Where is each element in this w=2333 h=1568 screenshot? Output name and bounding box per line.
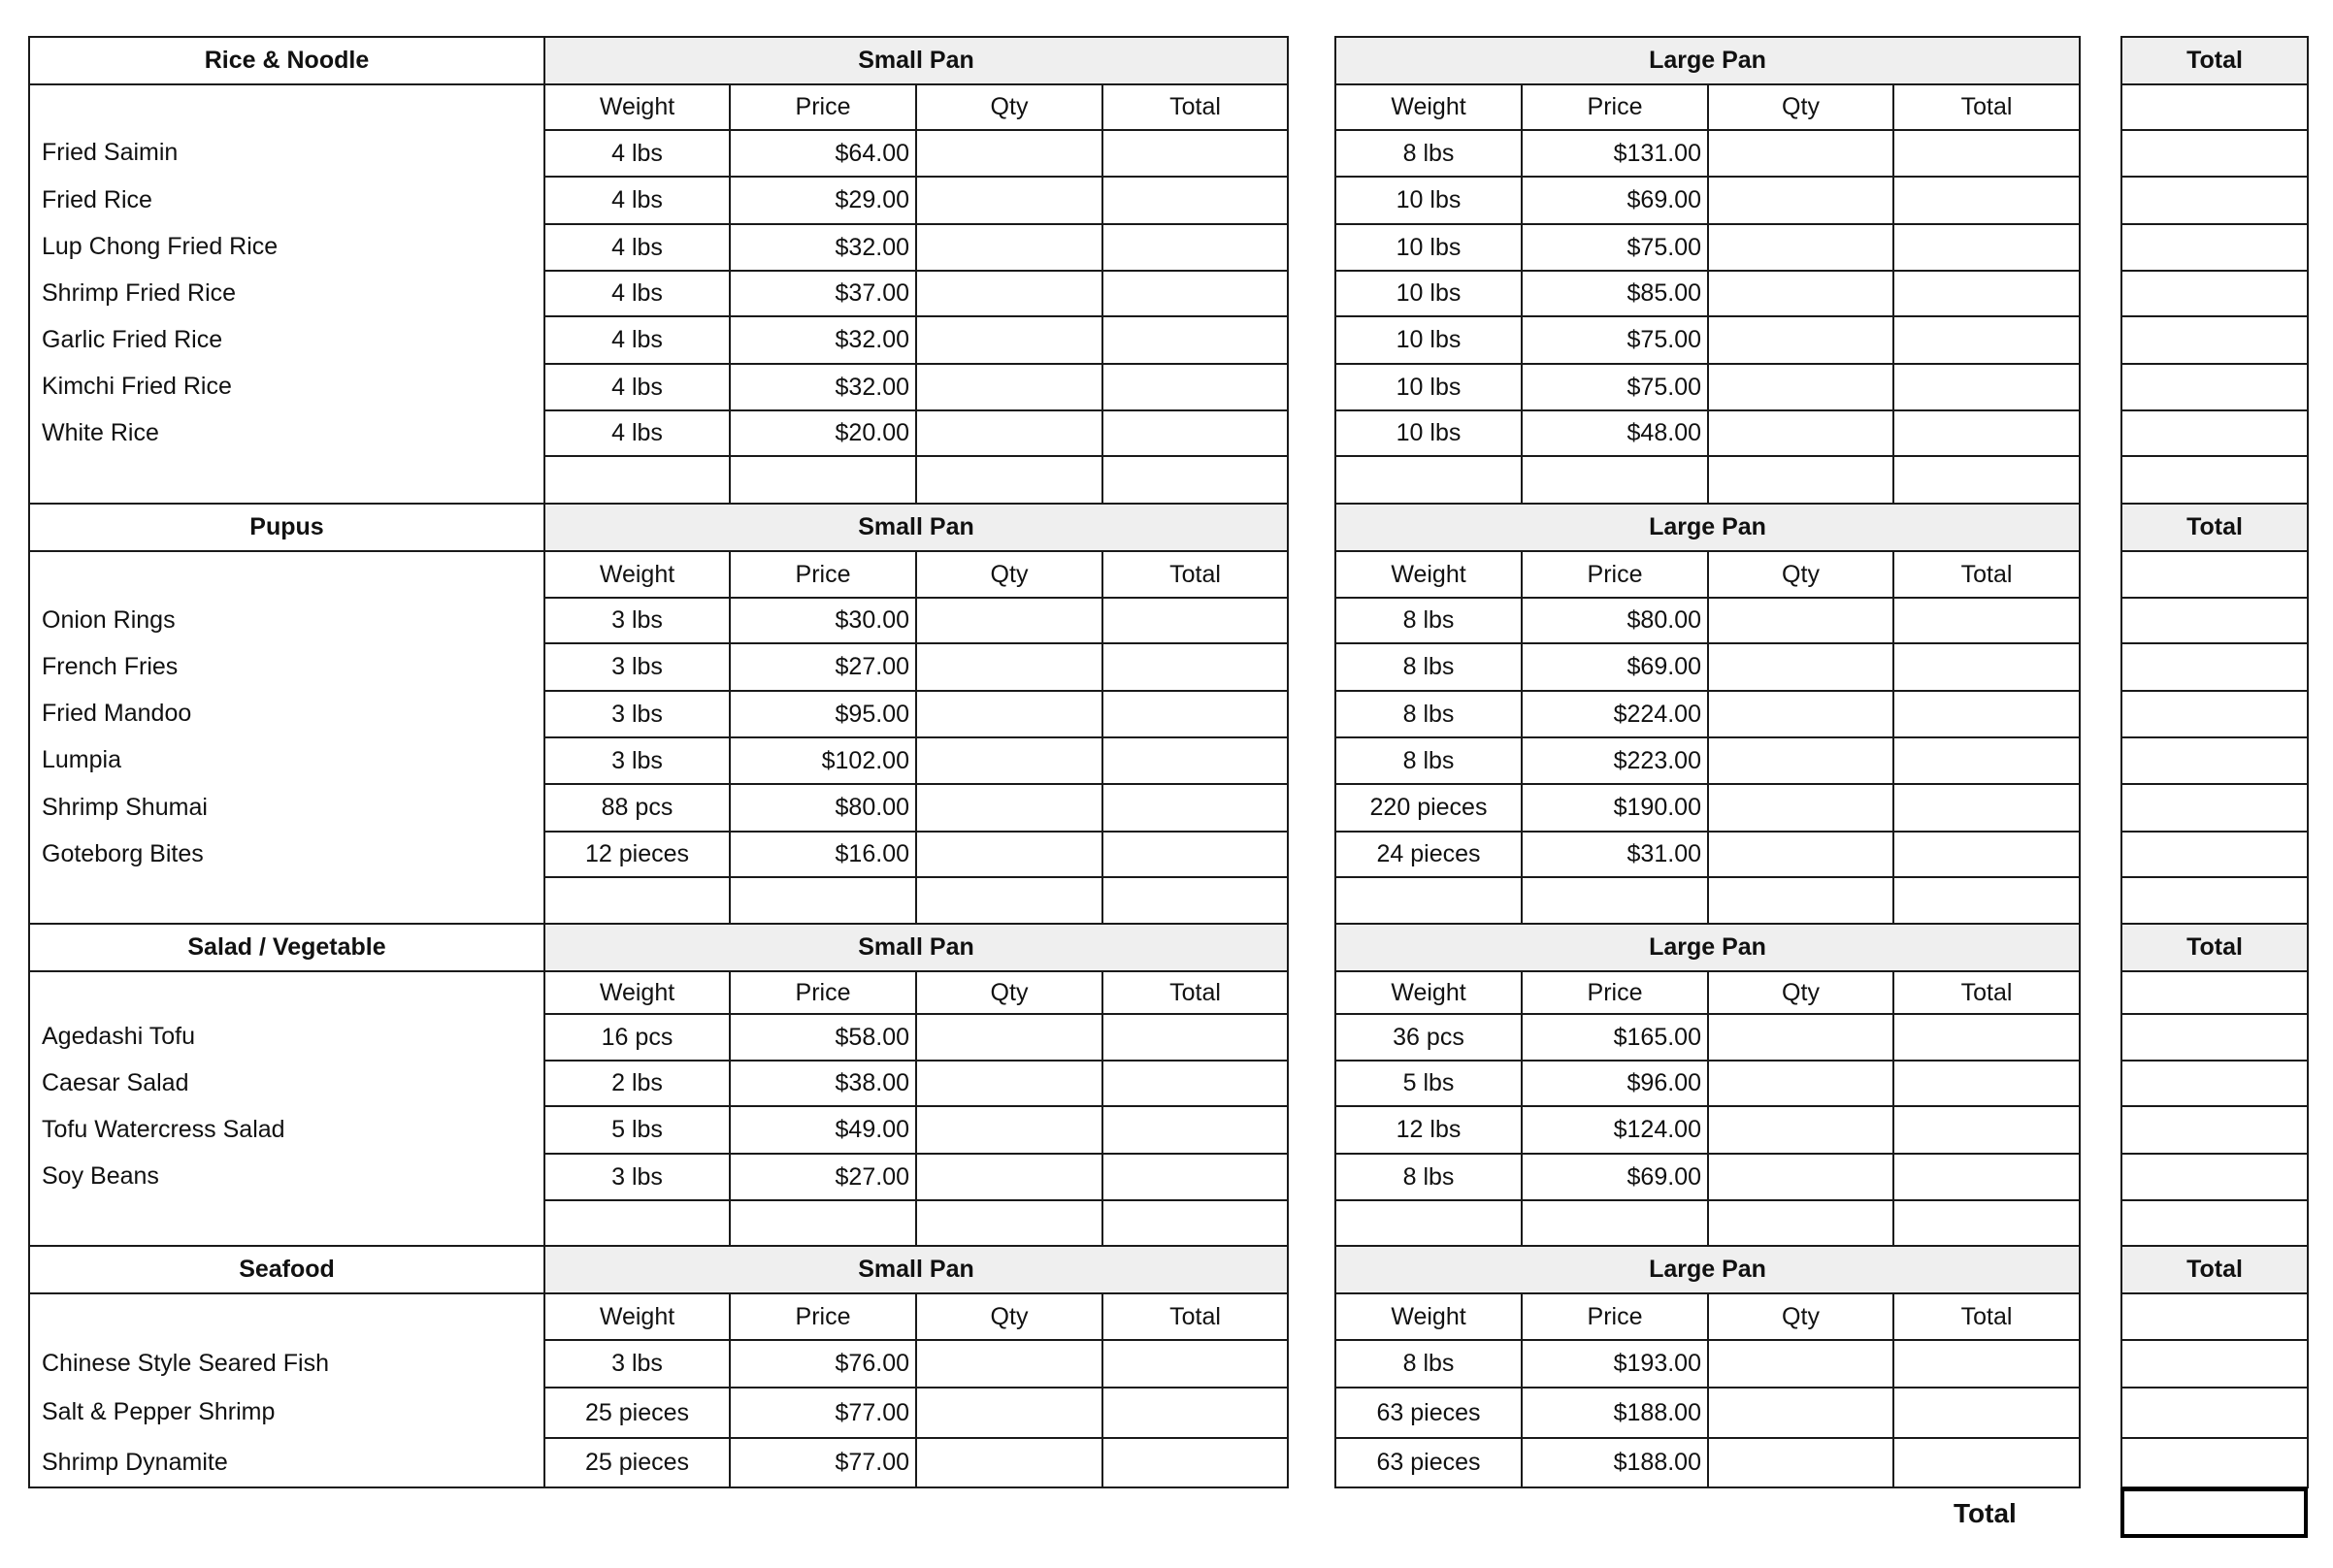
small-price-cell: $76.00: [729, 1339, 917, 1388]
large-weight-header: Weight: [1334, 550, 1523, 599]
small-total-cell[interactable]: [1101, 736, 1289, 785]
large-price-cell: $48.00: [1521, 409, 1709, 457]
small-price-cell: $29.00: [729, 176, 917, 225]
large-total-cell[interactable]: [1892, 690, 2081, 738]
small-qty-input[interactable]: [915, 1387, 1103, 1439]
small-qty-input[interactable]: [915, 1013, 1103, 1062]
large-total-cell[interactable]: [1892, 1105, 2081, 1155]
small-price-cell: $30.00: [729, 597, 917, 644]
large-total-cell[interactable]: [1892, 642, 2081, 692]
item-name: Salt & Pepper Shrimp: [42, 1398, 276, 1425]
small-qty-header: Qty: [915, 1292, 1103, 1341]
blank-cell[interactable]: [1101, 455, 1289, 505]
large-qty-header: Qty: [1707, 1292, 1894, 1341]
item-name: Goteborg Bites: [42, 840, 204, 867]
total-column-header: Total: [2120, 503, 2309, 552]
small-weight-header: Weight: [543, 83, 731, 131]
blank-cell[interactable]: [1707, 455, 1894, 505]
row-total-cell[interactable]: [2120, 1292, 2309, 1341]
small-weight-cell: 2 lbs: [543, 1060, 731, 1107]
small-weight-cell: 12 pieces: [543, 831, 731, 878]
small-qty-input[interactable]: [915, 690, 1103, 738]
small-total-cell[interactable]: [1101, 1013, 1289, 1062]
large-total-cell[interactable]: [1892, 597, 2081, 644]
large-qty-header: Qty: [1707, 550, 1894, 599]
row-total-cell[interactable]: [2120, 642, 2309, 692]
large-weight-cell: 10 lbs: [1334, 363, 1523, 411]
large-total-cell[interactable]: [1892, 783, 2081, 833]
large-qty-input[interactable]: [1707, 129, 1894, 178]
small-qty-input[interactable]: [915, 129, 1103, 178]
item-name: Shrimp Fried Rice: [42, 279, 237, 307]
small-weight-header: Weight: [543, 1292, 731, 1341]
small-total-cell[interactable]: [1101, 783, 1289, 833]
blank-cell[interactable]: [543, 455, 731, 505]
large-price-header: Price: [1521, 550, 1709, 599]
small-qty-header: Qty: [915, 970, 1103, 1015]
item-name: Shrimp Shumai: [42, 794, 208, 821]
large-qty-header: Qty: [1707, 970, 1894, 1015]
small-price-cell: $95.00: [729, 690, 917, 738]
item-name: French Fries: [42, 653, 179, 680]
small-price-cell: $64.00: [729, 129, 917, 178]
small-total-cell[interactable]: [1101, 315, 1289, 365]
small-weight-cell: 4 lbs: [543, 270, 731, 317]
large-weight-cell: 10 lbs: [1334, 409, 1523, 457]
large-qty-input[interactable]: [1707, 736, 1894, 785]
small-total-cell[interactable]: [1101, 1339, 1289, 1388]
large-price-cell: $190.00: [1521, 783, 1709, 833]
small-total-cell[interactable]: [1101, 831, 1289, 878]
blank-cell[interactable]: [1101, 876, 1289, 925]
large-total-cell[interactable]: [1892, 1153, 2081, 1201]
item-name-column: [28, 970, 545, 1247]
small-weight-cell: 3 lbs: [543, 642, 731, 692]
blank-cell[interactable]: [915, 1199, 1103, 1247]
small-weight-cell: 3 lbs: [543, 1153, 731, 1201]
row-total-cell[interactable]: [2120, 783, 2309, 833]
large-total-cell[interactable]: [1892, 315, 2081, 365]
small-price-cell: $16.00: [729, 831, 917, 878]
large-price-cell: $223.00: [1521, 736, 1709, 785]
small-qty-input[interactable]: [915, 831, 1103, 878]
large-qty-input[interactable]: [1707, 831, 1894, 878]
small-price-cell: $27.00: [729, 1153, 917, 1201]
large-qty-input[interactable]: [1707, 1339, 1894, 1388]
row-total-cell[interactable]: [2120, 1013, 2309, 1062]
large-qty-input[interactable]: [1707, 1387, 1894, 1439]
small-total-header: Total: [1101, 83, 1289, 131]
large-weight-cell: 10 lbs: [1334, 223, 1523, 272]
large-total-cell[interactable]: [1892, 363, 2081, 411]
large-weight-cell: 8 lbs: [1334, 690, 1523, 738]
small-price-cell: $32.00: [729, 315, 917, 365]
large-weight-cell: 63 pieces: [1334, 1437, 1523, 1488]
blank-cell[interactable]: [1334, 1199, 1523, 1247]
blank-cell[interactable]: [1521, 876, 1709, 925]
item-name: Agedashi Tofu: [42, 1023, 195, 1050]
large-weight-cell: 10 lbs: [1334, 270, 1523, 317]
large-weight-cell: 8 lbs: [1334, 736, 1523, 785]
large-price-cell: $75.00: [1521, 315, 1709, 365]
large-total-cell[interactable]: [1892, 1060, 2081, 1107]
small-qty-input[interactable]: [915, 642, 1103, 692]
large-price-cell: $75.00: [1521, 363, 1709, 411]
blank-cell[interactable]: [1334, 876, 1523, 925]
item-name: White Rice: [42, 419, 159, 446]
small-pan-header: Small Pan: [543, 923, 1289, 972]
blank-cell[interactable]: [729, 876, 917, 925]
small-total-cell[interactable]: [1101, 270, 1289, 317]
large-weight-cell: 24 pieces: [1334, 831, 1523, 878]
row-total-cell[interactable]: [2120, 1387, 2309, 1439]
total-column-header: Total: [2120, 923, 2309, 972]
large-weight-cell: 12 lbs: [1334, 1105, 1523, 1155]
large-price-cell: $96.00: [1521, 1060, 1709, 1107]
blank-cell[interactable]: [543, 1199, 731, 1247]
large-weight-cell: 36 pcs: [1334, 1013, 1523, 1062]
small-price-header: Price: [729, 83, 917, 131]
section-title: Rice & Noodle: [28, 36, 545, 85]
large-price-cell: $124.00: [1521, 1105, 1709, 1155]
item-name: Tofu Watercress Salad: [42, 1116, 285, 1143]
large-qty-input[interactable]: [1707, 223, 1894, 272]
small-qty-input[interactable]: [915, 597, 1103, 644]
small-price-cell: $58.00: [729, 1013, 917, 1062]
large-price-cell: $69.00: [1521, 1153, 1709, 1201]
large-total-header: Total: [1892, 970, 2081, 1015]
small-total-cell[interactable]: [1101, 1387, 1289, 1439]
large-price-cell: $224.00: [1521, 690, 1709, 738]
row-total-cell[interactable]: [2120, 1153, 2309, 1201]
row-total-cell[interactable]: [2120, 1060, 2309, 1107]
item-name: Fried Rice: [42, 186, 152, 213]
small-qty-input[interactable]: [915, 783, 1103, 833]
large-weight-header: Weight: [1334, 83, 1523, 131]
small-weight-cell: 3 lbs: [543, 736, 731, 785]
small-total-cell[interactable]: [1101, 1153, 1289, 1201]
large-weight-cell: 8 lbs: [1334, 1339, 1523, 1388]
row-total-cell[interactable]: [2120, 1105, 2309, 1155]
large-qty-input[interactable]: [1707, 176, 1894, 225]
large-weight-cell: 63 pieces: [1334, 1387, 1523, 1439]
section-title: Salad / Vegetable: [28, 923, 545, 972]
small-pan-header: Small Pan: [543, 503, 1289, 552]
small-weight-cell: 3 lbs: [543, 1339, 731, 1388]
total-column-header: Total: [2120, 1245, 2309, 1294]
large-total-cell[interactable]: [1892, 270, 2081, 317]
large-qty-input[interactable]: [1707, 597, 1894, 644]
item-name: Lup Chong Fried Rice: [42, 233, 279, 260]
small-price-cell: $37.00: [729, 270, 917, 317]
large-total-cell[interactable]: [1892, 736, 2081, 785]
blank-cell[interactable]: [1707, 1199, 1894, 1247]
small-qty-input[interactable]: [915, 1437, 1103, 1488]
large-weight-cell: 10 lbs: [1334, 176, 1523, 225]
large-price-cell: $165.00: [1521, 1013, 1709, 1062]
small-total-cell[interactable]: [1101, 690, 1289, 738]
large-weight-header: Weight: [1334, 970, 1523, 1015]
small-price-cell: $32.00: [729, 363, 917, 411]
small-pan-header: Small Pan: [543, 1245, 1289, 1294]
blank-cell[interactable]: [729, 455, 917, 505]
small-qty-input[interactable]: [915, 1153, 1103, 1201]
large-weight-cell: 10 lbs: [1334, 315, 1523, 365]
blank-cell[interactable]: [729, 1199, 917, 1247]
blank-cell[interactable]: [915, 455, 1103, 505]
row-total-cell[interactable]: [2120, 129, 2309, 178]
small-weight-cell: 4 lbs: [543, 129, 731, 178]
small-qty-input[interactable]: [915, 270, 1103, 317]
small-weight-cell: 4 lbs: [543, 176, 731, 225]
large-price-cell: $80.00: [1521, 597, 1709, 644]
small-price-cell: $77.00: [729, 1387, 917, 1439]
large-total-header: Total: [1892, 83, 2081, 131]
section-title: Seafood: [28, 1245, 545, 1294]
large-weight-cell: 8 lbs: [1334, 1153, 1523, 1201]
small-total-header: Total: [1101, 1292, 1289, 1341]
large-pan-header: Large Pan: [1334, 503, 2081, 552]
item-name: Chinese Style Seared Fish: [42, 1350, 329, 1377]
small-weight-cell: 4 lbs: [543, 409, 731, 457]
blank-cell[interactable]: [1521, 455, 1709, 505]
small-qty-input[interactable]: [915, 1339, 1103, 1388]
blank-cell[interactable]: [1521, 1199, 1709, 1247]
row-total-cell[interactable]: [2120, 270, 2309, 317]
blank-cell[interactable]: [1892, 455, 2081, 505]
large-qty-input[interactable]: [1707, 642, 1894, 692]
row-total-cell[interactable]: [2120, 876, 2309, 925]
row-total-cell[interactable]: [2120, 597, 2309, 644]
large-price-cell: $131.00: [1521, 129, 1709, 178]
row-total-cell[interactable]: [2120, 550, 2309, 599]
small-weight-cell: 16 pcs: [543, 1013, 731, 1062]
large-total-cell[interactable]: [1892, 1339, 2081, 1388]
blank-cell[interactable]: [1892, 1199, 2081, 1247]
row-total-cell[interactable]: [2120, 831, 2309, 878]
large-qty-input[interactable]: [1707, 690, 1894, 738]
item-name: Onion Rings: [42, 606, 176, 634]
small-weight-cell: 25 pieces: [543, 1387, 731, 1439]
small-weight-header: Weight: [543, 970, 731, 1015]
item-name: Fried Saimin: [42, 139, 179, 166]
row-total-cell[interactable]: [2120, 455, 2309, 505]
small-qty-input[interactable]: [915, 409, 1103, 457]
large-price-cell: $75.00: [1521, 223, 1709, 272]
blank-cell[interactable]: [1101, 1199, 1289, 1247]
large-qty-input[interactable]: [1707, 363, 1894, 411]
large-pan-header: Large Pan: [1334, 36, 2081, 85]
small-price-cell: $80.00: [729, 783, 917, 833]
large-price-cell: $31.00: [1521, 831, 1709, 878]
small-price-cell: $49.00: [729, 1105, 917, 1155]
row-total-cell[interactable]: [2120, 176, 2309, 225]
large-weight-header: Weight: [1334, 1292, 1523, 1341]
small-qty-input[interactable]: [915, 363, 1103, 411]
blank-cell[interactable]: [1707, 876, 1894, 925]
blank-cell[interactable]: [1334, 455, 1523, 505]
large-weight-cell: 220 pieces: [1334, 783, 1523, 833]
item-name: Caesar Salad: [42, 1069, 189, 1096]
large-total-header: Total: [1892, 1292, 2081, 1341]
small-total-header: Total: [1101, 970, 1289, 1015]
small-pan-header: Small Pan: [543, 36, 1289, 85]
small-price-header: Price: [729, 1292, 917, 1341]
item-name: Soy Beans: [42, 1162, 159, 1190]
large-qty-input[interactable]: [1707, 409, 1894, 457]
large-pan-header: Large Pan: [1334, 1245, 2081, 1294]
large-price-header: Price: [1521, 970, 1709, 1015]
small-total-cell[interactable]: [1101, 129, 1289, 178]
small-total-cell[interactable]: [1101, 176, 1289, 225]
row-total-cell[interactable]: [2120, 970, 2309, 1015]
large-total-cell[interactable]: [1892, 1437, 2081, 1488]
small-price-header: Price: [729, 550, 917, 599]
row-total-cell[interactable]: [2120, 1437, 2309, 1488]
small-weight-cell: 5 lbs: [543, 1105, 731, 1155]
large-qty-header: Qty: [1707, 83, 1894, 131]
large-qty-input[interactable]: [1707, 783, 1894, 833]
small-price-cell: $77.00: [729, 1437, 917, 1488]
small-total-cell[interactable]: [1101, 223, 1289, 272]
large-total-header: Total: [1892, 550, 2081, 599]
small-total-cell[interactable]: [1101, 642, 1289, 692]
item-name: Fried Mandoo: [42, 700, 192, 727]
grand-total-box[interactable]: [2120, 1487, 2308, 1538]
row-total-cell[interactable]: [2120, 736, 2309, 785]
small-price-cell: $38.00: [729, 1060, 917, 1107]
large-price-cell: $193.00: [1521, 1339, 1709, 1388]
blank-cell[interactable]: [1892, 876, 2081, 925]
blank-cell[interactable]: [915, 876, 1103, 925]
large-total-cell[interactable]: [1892, 409, 2081, 457]
small-weight-cell: 88 pcs: [543, 783, 731, 833]
small-price-cell: $20.00: [729, 409, 917, 457]
large-qty-input[interactable]: [1707, 270, 1894, 317]
small-total-header: Total: [1101, 550, 1289, 599]
large-qty-input[interactable]: [1707, 315, 1894, 365]
small-total-cell[interactable]: [1101, 1060, 1289, 1107]
large-price-header: Price: [1521, 83, 1709, 131]
row-total-cell[interactable]: [2120, 690, 2309, 738]
large-qty-input[interactable]: [1707, 1013, 1894, 1062]
small-total-cell[interactable]: [1101, 409, 1289, 457]
blank-cell[interactable]: [543, 876, 731, 925]
large-price-cell: $69.00: [1521, 176, 1709, 225]
small-total-cell[interactable]: [1101, 1437, 1289, 1488]
large-pan-header: Large Pan: [1334, 923, 2081, 972]
section-title: Pupus: [28, 503, 545, 552]
row-total-cell[interactable]: [2120, 315, 2309, 365]
large-total-cell[interactable]: [1892, 1013, 2081, 1062]
small-price-cell: $32.00: [729, 223, 917, 272]
small-weight-cell: 3 lbs: [543, 597, 731, 644]
small-total-cell[interactable]: [1101, 597, 1289, 644]
large-total-cell[interactable]: [1892, 1387, 2081, 1439]
small-weight-cell: 4 lbs: [543, 315, 731, 365]
row-total-cell[interactable]: [2120, 223, 2309, 272]
small-price-header: Price: [729, 970, 917, 1015]
large-qty-input[interactable]: [1707, 1153, 1894, 1201]
small-total-cell[interactable]: [1101, 1105, 1289, 1155]
large-price-cell: $85.00: [1521, 270, 1709, 317]
large-weight-cell: 8 lbs: [1334, 129, 1523, 178]
large-price-header: Price: [1521, 1292, 1709, 1341]
large-price-cell: $188.00: [1521, 1387, 1709, 1439]
grand-total-label: Total: [1954, 1498, 2017, 1528]
small-price-cell: $27.00: [729, 642, 917, 692]
small-weight-cell: 4 lbs: [543, 363, 731, 411]
small-qty-input[interactable]: [915, 736, 1103, 785]
small-weight-cell: 3 lbs: [543, 690, 731, 738]
small-weight-cell: 4 lbs: [543, 223, 731, 272]
small-total-cell[interactable]: [1101, 363, 1289, 411]
item-name: Kimchi Fried Rice: [42, 373, 232, 400]
row-total-cell[interactable]: [2120, 409, 2309, 457]
large-qty-input[interactable]: [1707, 1060, 1894, 1107]
large-total-cell[interactable]: [1892, 176, 2081, 225]
small-qty-input[interactable]: [915, 315, 1103, 365]
large-qty-input[interactable]: [1707, 1437, 1894, 1488]
small-qty-input[interactable]: [915, 223, 1103, 272]
small-weight-header: Weight: [543, 550, 731, 599]
small-price-cell: $102.00: [729, 736, 917, 785]
large-price-cell: $69.00: [1521, 642, 1709, 692]
small-qty-header: Qty: [915, 550, 1103, 599]
row-total-cell[interactable]: [2120, 83, 2309, 131]
small-qty-input[interactable]: [915, 176, 1103, 225]
small-weight-cell: 25 pieces: [543, 1437, 731, 1488]
large-total-cell[interactable]: [1892, 223, 2081, 272]
row-total-cell[interactable]: [2120, 1339, 2309, 1388]
large-total-cell[interactable]: [1892, 129, 2081, 178]
item-name: Lumpia: [42, 746, 121, 773]
large-qty-input[interactable]: [1707, 1105, 1894, 1155]
small-qty-input[interactable]: [915, 1060, 1103, 1107]
total-column-header: Total: [2120, 36, 2309, 85]
large-weight-cell: 8 lbs: [1334, 642, 1523, 692]
small-qty-header: Qty: [915, 83, 1103, 131]
item-name: Garlic Fried Rice: [42, 326, 223, 353]
large-weight-cell: 8 lbs: [1334, 597, 1523, 644]
large-weight-cell: 5 lbs: [1334, 1060, 1523, 1107]
large-total-cell[interactable]: [1892, 831, 2081, 878]
item-name: Shrimp Dynamite: [42, 1449, 228, 1476]
row-total-cell[interactable]: [2120, 1199, 2309, 1247]
small-qty-input[interactable]: [915, 1105, 1103, 1155]
large-price-cell: $188.00: [1521, 1437, 1709, 1488]
row-total-cell[interactable]: [2120, 363, 2309, 411]
